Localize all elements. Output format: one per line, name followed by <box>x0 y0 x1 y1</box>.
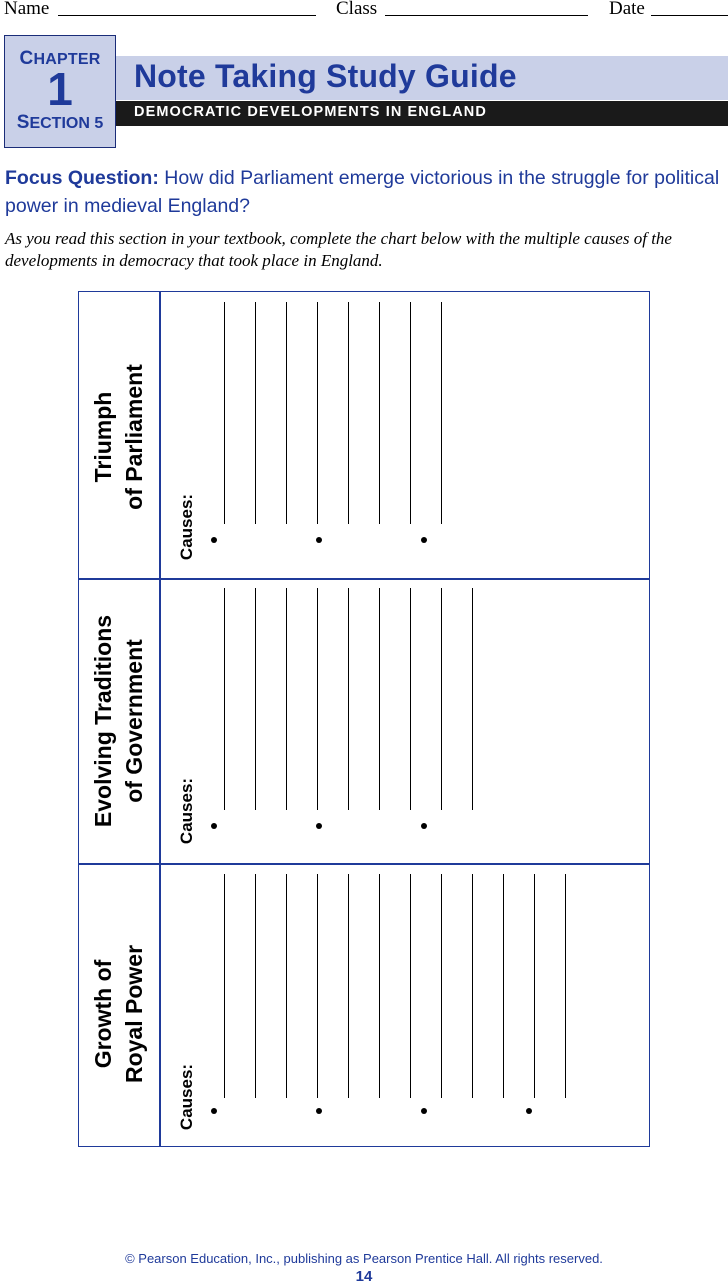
writing-line[interactable] <box>472 874 473 1098</box>
chart-row-divider <box>79 863 649 865</box>
writing-line[interactable] <box>379 874 380 1098</box>
writing-line[interactable] <box>441 302 442 524</box>
writing-line[interactable] <box>348 874 349 1098</box>
cause-bullet <box>316 1108 322 1114</box>
class-field[interactable] <box>385 15 588 16</box>
cause-bullet <box>316 823 322 829</box>
writing-line[interactable] <box>286 874 287 1098</box>
heading-evolving-traditions-of-government: Evolving Traditions of Government <box>90 614 147 828</box>
writing-line[interactable] <box>410 874 411 1098</box>
causes-label: Causes: <box>177 777 196 845</box>
class-label: Class <box>336 0 378 19</box>
causes-label: Causes: <box>177 493 196 561</box>
page-number: 14 <box>355 1268 373 1285</box>
writing-line[interactable] <box>441 588 442 810</box>
writing-line[interactable] <box>534 874 535 1098</box>
copyright-notice: © Pearson Education, Inc., publishing as Pearson Prentice Hall. All rights reserved. <box>125 1251 603 1266</box>
chapter-label: CHAPTER <box>19 48 101 69</box>
cause-bullet <box>316 537 322 543</box>
page-title: Note Taking Study Guide <box>134 58 517 94</box>
cause-bullet <box>211 823 217 829</box>
date-field[interactable] <box>651 15 728 16</box>
writing-line[interactable] <box>224 588 225 810</box>
focus-question <box>5 164 720 220</box>
writing-line[interactable] <box>286 302 287 524</box>
chart-row-divider <box>79 578 649 580</box>
name-field[interactable] <box>58 15 316 16</box>
instructions: As you read this section in your textbook, complete the chart below with the multiple causes of the developments in democracy that took place in England. <box>5 229 672 270</box>
cause-bullet <box>421 1108 427 1114</box>
writing-line[interactable] <box>317 302 318 524</box>
writing-line[interactable] <box>317 874 318 1098</box>
student-info-row <box>0 0 728 20</box>
writing-line[interactable] <box>565 874 566 1098</box>
chart-column-divider <box>159 292 161 1146</box>
writing-line[interactable] <box>224 874 225 1098</box>
writing-line[interactable] <box>472 588 473 810</box>
writing-line[interactable] <box>348 302 349 524</box>
cause-chart <box>78 291 650 1147</box>
cause-bullet <box>421 823 427 829</box>
heading-triumph-of-parliament: Triumph of Parliament <box>90 364 147 510</box>
writing-line[interactable] <box>410 302 411 524</box>
writing-line[interactable] <box>379 588 380 810</box>
focus-question-text: How did Parliament emerge victorious in the struggle for political power in medieval England? <box>5 167 720 217</box>
date-label: Date <box>609 0 645 19</box>
writing-line[interactable] <box>255 588 256 810</box>
chapter-number: 1 <box>47 63 73 115</box>
causes-label: Causes: <box>177 1063 196 1131</box>
writing-line[interactable] <box>286 588 287 810</box>
cause-bullet <box>211 537 217 543</box>
writing-line[interactable] <box>255 874 256 1098</box>
focus-question-label: Focus Question: <box>5 167 159 189</box>
cause-bullet <box>421 537 427 543</box>
writing-line[interactable] <box>317 588 318 810</box>
writing-line[interactable] <box>255 302 256 524</box>
section-label: SECTION 5 <box>16 112 104 133</box>
name-label: Name <box>4 0 50 19</box>
writing-line[interactable] <box>441 874 442 1098</box>
cause-bullet <box>526 1108 532 1114</box>
writing-line[interactable] <box>224 302 225 524</box>
writing-line[interactable] <box>410 588 411 810</box>
writing-line[interactable] <box>348 588 349 810</box>
cause-bullet <box>211 1108 217 1114</box>
chapter-section-box <box>4 35 116 148</box>
page-subtitle: DEMOCRATIC DEVELOPMENTS IN ENGLAND <box>134 104 487 120</box>
heading-growth-of-royal-power: Growth of Royal Power <box>90 944 147 1084</box>
writing-line[interactable] <box>503 874 504 1098</box>
writing-line[interactable] <box>379 302 380 524</box>
